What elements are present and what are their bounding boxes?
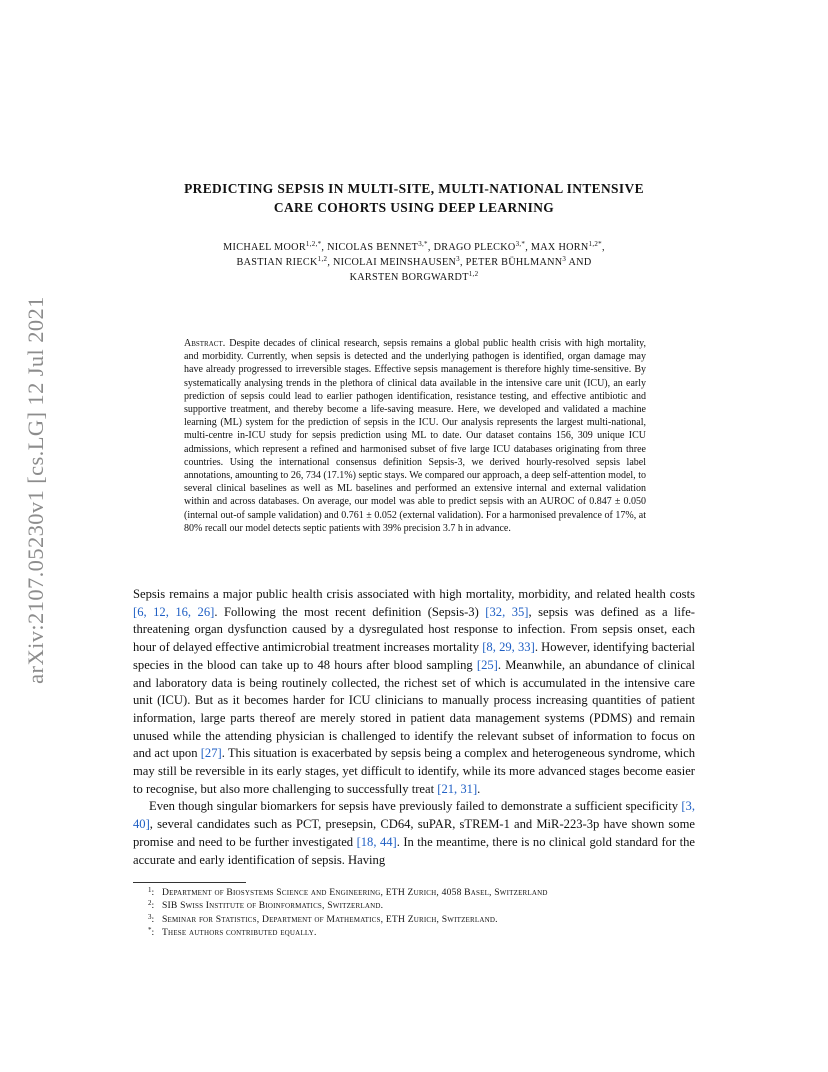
- author-line-3: [133, 270, 695, 285]
- author-separator: ,: [321, 242, 328, 253]
- body-text: , several candidates such as PCT, presepsin, CD64, suPAR, sTREM-1 and MiR-223-3p have shown some promise and need to be further investigated: [133, 817, 695, 849]
- author-name: BASTIAN RIECK: [236, 257, 318, 268]
- citation-link[interactable]: [18, 44]: [356, 834, 397, 849]
- body-text: Even though singular biomarkers for sepsis have previously failed to demonstrate a sufficient specificity: [149, 799, 682, 814]
- citation-link[interactable]: [21, 31]: [437, 781, 478, 796]
- footnote-mark: 2: [148, 899, 152, 908]
- body-text: . This situation is exacerbated by sepsis being a complex and heterogeneous syndrome, which may still be reversible in its early stages, yet difficult to identify, while its more advanced stages become easier to recognise, but also more challenging to successfully treat: [133, 746, 695, 796]
- author-affiliation: 3: [456, 255, 460, 263]
- author-separator: ,: [459, 257, 466, 268]
- citation-link[interactable]: [3, 40]: [133, 799, 695, 832]
- body-text: . Meanwhile, an abundance of clinical and laboratory data is being routinely collected, the richest set of which is accumulated in the intensive care unit (ICU). But as it becomes harder for ICU clinicians to manually process increasing quantities of patient information, large parts thereof are merely stored in patient data management systems (PDMS) and remain unused while the attending physician is challenged to identify the relevant subset of information to focus on and act upon: [133, 657, 695, 761]
- body-text: .: [477, 781, 481, 796]
- author-affiliation: 1,2,*: [305, 240, 322, 248]
- citation-link[interactable]: [25]: [476, 657, 498, 672]
- author-name: PETER BÜHLMANN: [465, 257, 563, 268]
- footnote-text: Department of Biosystems Science and Engineering, ETH Zurich, 4058 Basel, Switzerland: [162, 887, 548, 898]
- author-line-1: [133, 240, 695, 255]
- footnotes: [148, 886, 708, 939]
- arxiv-sidebar: [0, 0, 80, 1072]
- abstract-heading: Abstract.: [184, 338, 226, 349]
- author-name: MAX HORN: [530, 242, 589, 253]
- author-affiliation: 3,*: [515, 240, 526, 248]
- footnote-text: These authors contributed equally.: [162, 926, 317, 938]
- footnote: *: These authors contributed equally.: [148, 925, 317, 938]
- author-line-2: [133, 255, 695, 270]
- citation-link[interactable]: [6, 12, 16, 26]: [133, 604, 215, 619]
- citation-link[interactable]: [8, 29, 33]: [482, 640, 535, 655]
- author-separator: ,: [427, 242, 434, 253]
- footnote: $^2$: SIB Swiss Institute of Bioinformatics, Switzerland.: [148, 899, 384, 912]
- author-affiliation: 3,*: [418, 240, 428, 248]
- arxiv-id-text: arXiv:2107.05230v1 [cs.LG] 12 Jul 2021: [23, 296, 49, 684]
- footnote: $^3$: Seminar for Statistics, Department of Mathematics, ETH Zurich, Switzerland.: [148, 912, 498, 925]
- body-paragraph: [133, 798, 695, 869]
- author-name: NICOLAS BENNET: [327, 242, 419, 253]
- footnote-text: Seminar for Statistics, Department of Mathematics, ETH Zurich, Switzerland.: [162, 913, 498, 925]
- author-name: KARSTEN BORGWARDT: [349, 272, 469, 283]
- footnote: $^1$: Department of Biosystems Science and Engineering, ETH Zurich, 4058 Basel, Switzerland: [148, 886, 548, 898]
- body-text: . In the meantime, there is no clinical gold standard for the accurate and early identification of sepsis. Having: [133, 834, 695, 867]
- author-separator: ,: [601, 242, 605, 253]
- author-affiliation: 3: [562, 255, 567, 263]
- author-affiliation: 1,2*: [588, 240, 602, 248]
- author-name: NICOLAI MEINSHAUSEN: [333, 257, 457, 268]
- title-line-2: CARE COHORTS USING DEEP LEARNING: [273, 200, 555, 215]
- footnote-text: SIB Swiss Institute of Bioinformatics, Switzerland.: [162, 900, 384, 912]
- paper-title: [133, 179, 695, 217]
- citation-link[interactable]: [27]: [200, 746, 222, 761]
- body-text: Sepsis remains a major public health crisis associated with high mortality, morbidity, and related health costs: [133, 587, 695, 601]
- citation-link[interactable]: [32, 35]: [485, 604, 529, 619]
- body-text: . Following the most recent definition (Sepsis-3): [214, 604, 486, 619]
- body-text: , sepsis was defined as a life-threatening organ dysfunction caused by a dysregulated host response to infection. From sepsis onset, each hour of delayed effective antimicrobial treatment increases mortality: [133, 604, 695, 655]
- arxiv-identifier-stamp: [14, 296, 58, 684]
- abstract-text: Despite decades of clinical research, sepsis remains a global public health crisis with high mortality, and morbidity. Currently, when sepsis is detected and the underlying pathogen is identified, organ damage may have already progressed to irreversible stages. Effective sepsis management is therefore highly time-sensitive. By systematically analysing trends in the plethora of clinical data available in the intensive care unit (ICU), an early prediction of sepsis could lead to earlier pathogen identification, resistance testing, and effective antibiotic and supportive treatment, and thereby become a life-saving measure. Here, we developed and validated a machine learning (ML) system for the prediction of sepsis in the ICU. Our analysis represents the largest multi-national, multi-centre in-ICU study for sepsis prediction using ML to date. Our dataset contains 156, 309 unique ICU admissions, which represent a refined and harmonised subset of five large ICU databases originating from three countries. Using the international consensus definition Sepsis-3, we derived hourly-resolved sepsis label annotations, amounting to 26, 734 (17.1%) septic stays. We compared our approach, a deep self-attention model, to several clinical baselines as well as ML baselines and performed an extensive internal and external validation within and across databases. On average, our model was able to predict sepsis with an AUROC of 0.847 ± 0.050 (internal out-of sample validation) and 0.761 ± 0.052 (external validation). For a harmonised prevalence of 17%, at 80% recall our model detects septic patients with 39% precision 3.7 h in advance.: [184, 338, 646, 534]
- title-line-1: PREDICTING SEPSIS IN MULTI-SITE, MULTI-NATIONAL INTENSIVE: [184, 181, 644, 196]
- author-block: [133, 240, 695, 285]
- footnote-mark: 1: [148, 886, 152, 894]
- author-affiliation: 1,2: [317, 255, 328, 263]
- author-name: MICHAEL MOOR: [223, 242, 306, 253]
- author-separator: ,: [327, 257, 334, 268]
- footnote-mark: *: [148, 925, 152, 934]
- abstract: [184, 337, 646, 535]
- author-separator: ,: [525, 242, 531, 253]
- body-text: . However, identifying bacterial species in the blood can take up to 48 hours after blood sampling: [133, 640, 695, 672]
- author-name: DRAGO PLECKO: [433, 242, 516, 253]
- footnote-mark: 3: [148, 912, 152, 921]
- body-paragraph: [133, 586, 695, 798]
- footnote-divider: [133, 882, 246, 883]
- author-affiliation: 1,2: [468, 270, 479, 278]
- author-separator: AND: [566, 257, 592, 268]
- introduction-body: [133, 586, 695, 869]
